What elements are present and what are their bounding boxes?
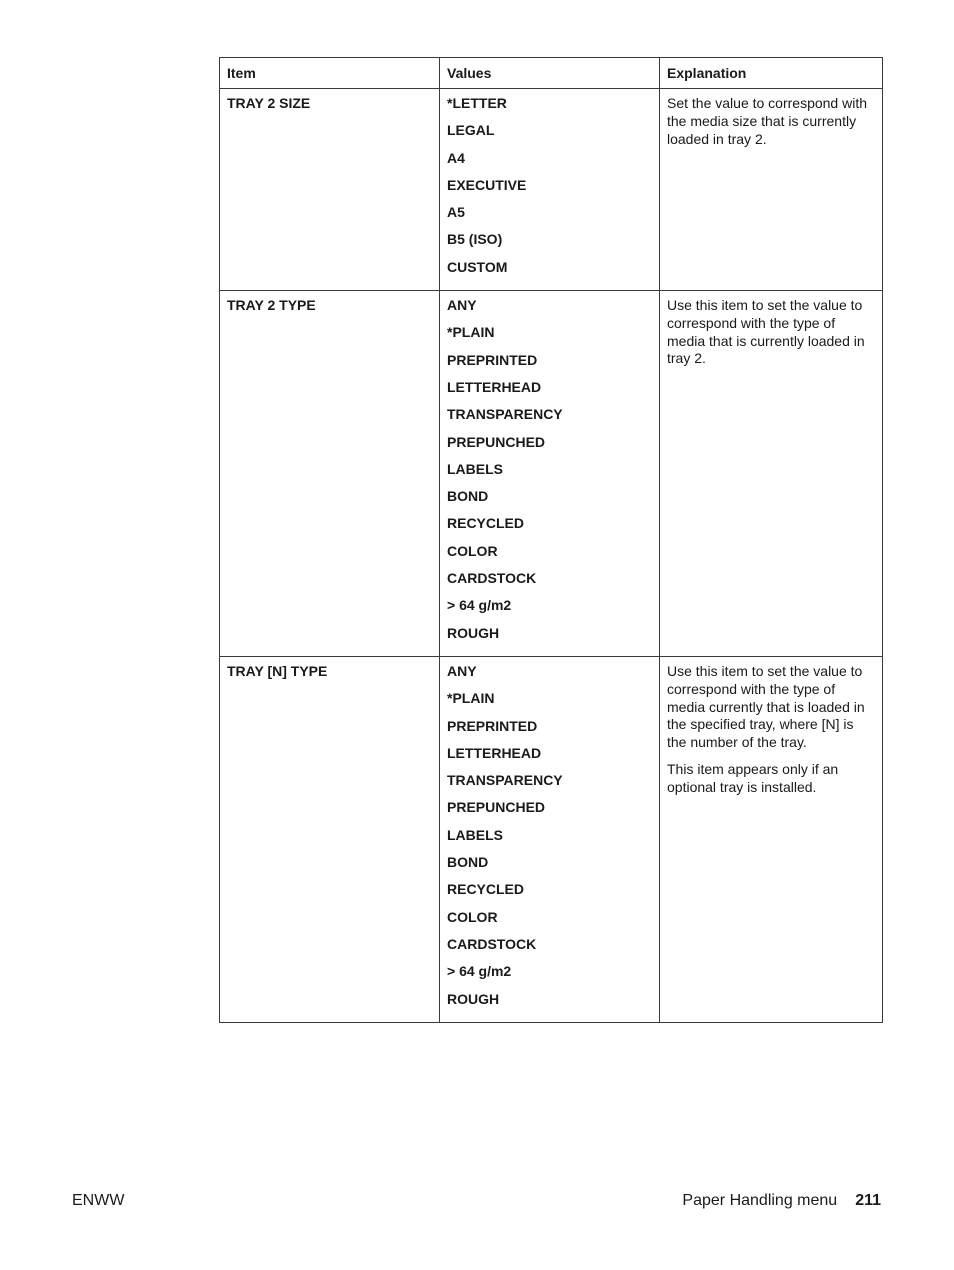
value-option: LABELS bbox=[447, 460, 503, 477]
item-name: TRAY 2 SIZE bbox=[227, 95, 311, 111]
value-option: LETTERHEAD bbox=[447, 378, 542, 395]
value-option: > 64 g/m2 bbox=[447, 963, 512, 980]
page-number: 211 bbox=[855, 1192, 881, 1209]
table-row bbox=[220, 291, 883, 657]
value-list bbox=[447, 663, 652, 1018]
value-list bbox=[447, 297, 652, 652]
footer-section-title: Paper Handling menu bbox=[682, 1192, 838, 1209]
header-item: Item bbox=[220, 58, 440, 89]
value-option: LABELS bbox=[447, 826, 503, 843]
value-option: ANY bbox=[447, 662, 477, 679]
value-option: ROUGH bbox=[447, 990, 500, 1007]
value-option: A5 bbox=[447, 204, 465, 221]
explanation-text: Set the value to correspond with the media size that is currently loaded in tray 2. bbox=[667, 95, 868, 147]
header-explanation: Explanation bbox=[660, 58, 883, 89]
value-option: PREPRINTED bbox=[447, 351, 538, 368]
header-values: Values bbox=[440, 58, 660, 89]
value-option: CUSTOM bbox=[447, 258, 508, 275]
item-name: TRAY [N] TYPE bbox=[227, 662, 328, 679]
value-option: PREPUNCHED bbox=[447, 433, 546, 450]
values-cell bbox=[440, 656, 660, 1022]
item-cell bbox=[220, 291, 440, 657]
value-option: *LETTER bbox=[447, 95, 507, 111]
explanation-cell bbox=[660, 89, 883, 291]
value-option: EXECUTIVE bbox=[447, 176, 527, 193]
value-option: CARDSTOCK bbox=[447, 570, 537, 587]
paper-handling-table bbox=[219, 57, 883, 1023]
explanation-text: Use this item to set the value to correspond with the type of media that is currently loaded in tray 2. bbox=[667, 297, 865, 367]
table-row bbox=[220, 656, 883, 1022]
value-option: LETTERHEAD bbox=[447, 744, 542, 761]
explanation-cell bbox=[660, 656, 883, 1022]
value-list bbox=[447, 95, 652, 286]
value-option: TRANSPARENCY bbox=[447, 406, 563, 423]
value-option: B5 (ISO) bbox=[447, 231, 503, 248]
value-option: BOND bbox=[447, 854, 489, 871]
value-option: PREPUNCHED bbox=[447, 799, 546, 816]
explanation-cell bbox=[660, 291, 883, 657]
value-option: > 64 g/m2 bbox=[447, 597, 512, 614]
explanation-text: This item appears only if an optional tray is installed. bbox=[667, 760, 839, 795]
value-option: *PLAIN bbox=[447, 690, 495, 707]
value-option: ROUGH bbox=[447, 624, 500, 641]
value-option: BOND bbox=[447, 488, 489, 505]
item-cell bbox=[220, 89, 440, 291]
item-name: TRAY 2 TYPE bbox=[227, 297, 316, 314]
values-cell bbox=[440, 89, 660, 291]
value-option: PREPRINTED bbox=[447, 717, 538, 734]
value-option: RECYCLED bbox=[447, 881, 525, 898]
value-option: RECYCLED bbox=[447, 515, 525, 532]
item-cell bbox=[220, 656, 440, 1022]
table-header-row bbox=[220, 58, 883, 89]
value-option: LEGAL bbox=[447, 122, 495, 139]
value-option: COLOR bbox=[447, 542, 498, 559]
footer-right bbox=[682, 1192, 881, 1210]
footer-left-label: ENWW bbox=[72, 1192, 125, 1209]
explanation-text: Use this item to set the value to correspond with the type of media currently that is loaded in the specified tray, where [N] is the number of the tray. bbox=[667, 662, 865, 751]
value-option: TRANSPARENCY bbox=[447, 772, 563, 789]
value-option: COLOR bbox=[447, 908, 498, 925]
table-body bbox=[220, 89, 883, 1023]
value-option: A4 bbox=[447, 149, 465, 166]
values-cell bbox=[440, 291, 660, 657]
value-option: CARDSTOCK bbox=[447, 935, 537, 952]
value-option: *PLAIN bbox=[447, 324, 495, 341]
value-option: ANY bbox=[447, 297, 477, 314]
table-row bbox=[220, 89, 883, 291]
